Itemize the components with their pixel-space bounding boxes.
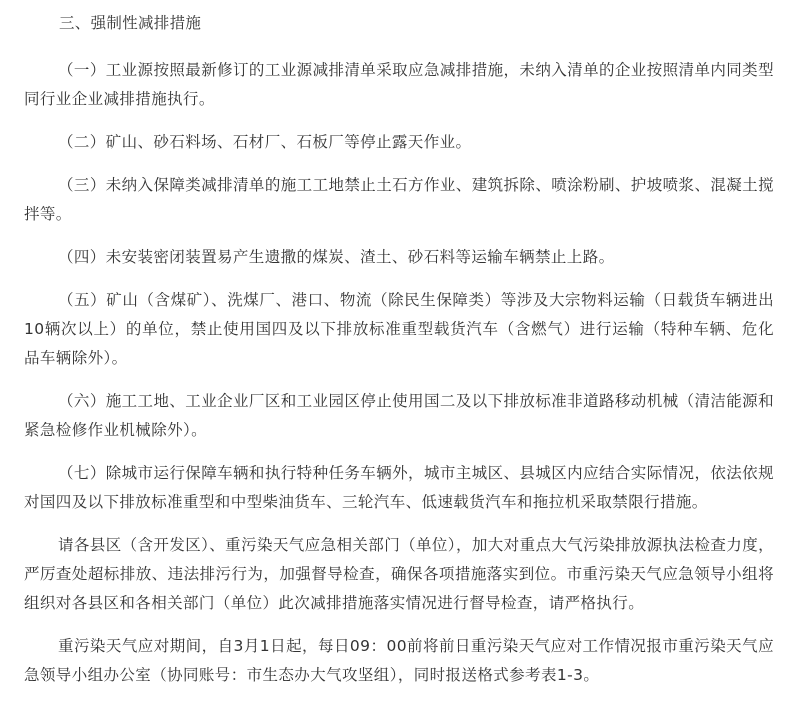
paragraph-5: （五）矿山（含煤矿）、洗煤厂、港口、物流（除民生保障类）等涉及大宗物料运输（日载货车辆进出10辆次以上）的单位，禁止使用国四及以下排放标准重型载货汽车（含燃气）进行运输（特种车辆、危化品车辆除外）。 [24,291,774,367]
paragraph-6: （六）施工工地、工业企业厂区和工业园区停止使用国二及以下排放标准非道路移动机械（清洁能源和紧急检修作业机械除外）。 [24,392,774,439]
paragraph-8: 请各县区（含开发区）、重污染天气应急相关部门（单位），加大对重点大气污染排放源执法检查力度，严厉查处超标排放、违法排污行为，加强督导检查，确保各项措施落实到位。市重污染天气应急领导小组将组织对各县区和各相关部门（单位）此次减排措施落实情况进行督导检查，请严格执行。 [24,536,774,612]
paragraph-1: （一）工业源按照最新修订的工业源减排清单采取应急减排措施，未纳入清单的企业按照清单内同类型同行业企业减排措施执行。 [24,61,774,108]
paragraph-9: 重污染天气应对期间，自3月1日起，每日09：00前将前日重污染天气应对工作情况报市重污染天气应急领导小组办公室（协同账号：市生态办大气攻坚组），同时报送格式参考表1-3。 [24,637,774,684]
paragraph-3: （三）未纳入保障类减排清单的施工工地禁止土石方作业、建筑拆除、喷涂粉刷、护坡喷浆、混凝土搅拌等。 [24,176,774,223]
paragraph-7: （七）除城市运行保障车辆和执行特种任务车辆外，城市主城区、县城区内应结合实际情况，依法依规对国四及以下排放标准重型和中型柴油货车、三轮汽车、低速载货汽车和拖拉机采取禁限行措施。 [24,464,774,511]
paragraph-4: （四）未安装密闭装置易产生遗撒的煤炭、渣土、砂石料等运输车辆禁止上路。 [58,248,615,266]
document-body [24,4,774,704]
paragraph-2: （二）矿山、砂石料场、石材厂、石板厂等停止露天作业。 [58,133,472,151]
section-title: 三、强制性减排措施 [59,14,202,32]
